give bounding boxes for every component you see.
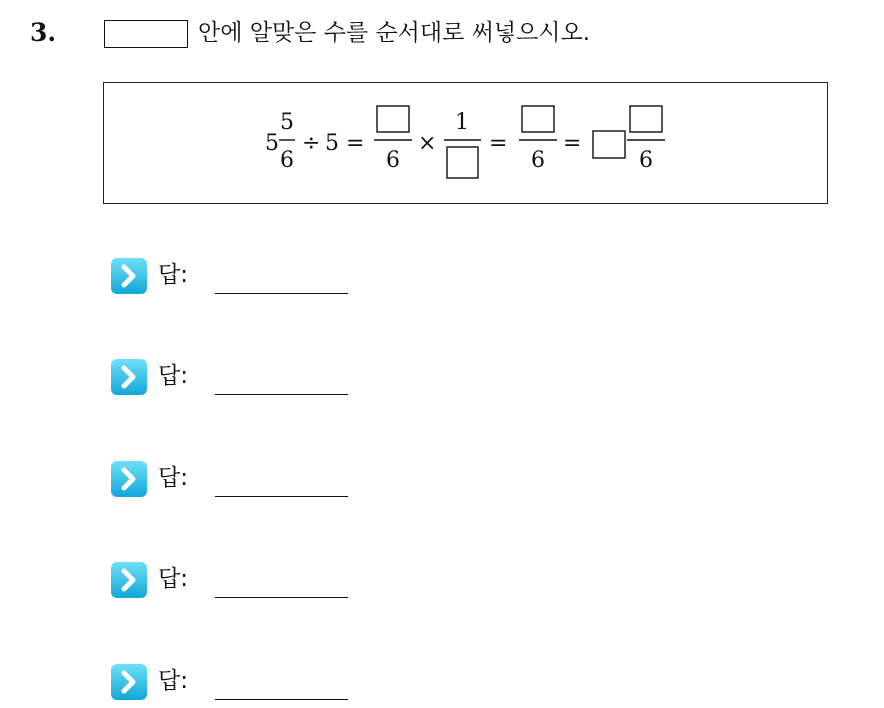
question-number: 3. bbox=[30, 18, 57, 47]
answer-label: 답: bbox=[158, 465, 188, 491]
blank-box bbox=[522, 106, 554, 132]
chevron-right-icon bbox=[110, 663, 148, 701]
blank-box bbox=[630, 106, 662, 132]
blank-box bbox=[104, 20, 188, 48]
equation-box bbox=[103, 82, 828, 204]
answer-label: 답: bbox=[158, 363, 188, 389]
divide-sign: ÷ bbox=[302, 131, 321, 156]
answer-line[interactable] bbox=[215, 699, 348, 700]
equation bbox=[104, 83, 829, 205]
instruction-text: 안에 알맞은 수를 순서대로 써넣으시오. bbox=[198, 20, 591, 46]
chevron-right-icon bbox=[110, 358, 148, 396]
blank-box bbox=[593, 131, 625, 158]
fraction-denominator: 6 bbox=[386, 148, 400, 173]
chevron-right-icon bbox=[110, 561, 148, 599]
answer-label: 답: bbox=[158, 668, 188, 694]
times-sign: × bbox=[418, 131, 437, 156]
equals-sign: = bbox=[346, 131, 365, 156]
answer-line[interactable] bbox=[215, 496, 348, 497]
answer-label: 답: bbox=[158, 262, 188, 288]
answer-line[interactable] bbox=[215, 597, 348, 598]
fraction-denominator: 6 bbox=[531, 148, 545, 173]
answer-line[interactable] bbox=[215, 293, 348, 294]
fraction-numerator: 1 bbox=[455, 110, 469, 135]
whole-number: 5 bbox=[265, 131, 279, 156]
blank-box bbox=[377, 106, 409, 132]
fraction-numerator: 5 bbox=[280, 110, 294, 135]
chevron-right-icon bbox=[110, 460, 148, 498]
answer-label: 답: bbox=[158, 566, 188, 592]
answer-line[interactable] bbox=[215, 394, 348, 395]
blank-box bbox=[447, 147, 478, 178]
equals-sign: = bbox=[489, 131, 508, 156]
divisor: 5 bbox=[325, 131, 339, 156]
fraction-denominator: 6 bbox=[639, 148, 653, 173]
equals-sign: = bbox=[563, 131, 582, 156]
chevron-right-icon bbox=[110, 257, 148, 295]
fraction-denominator: 6 bbox=[280, 148, 294, 173]
